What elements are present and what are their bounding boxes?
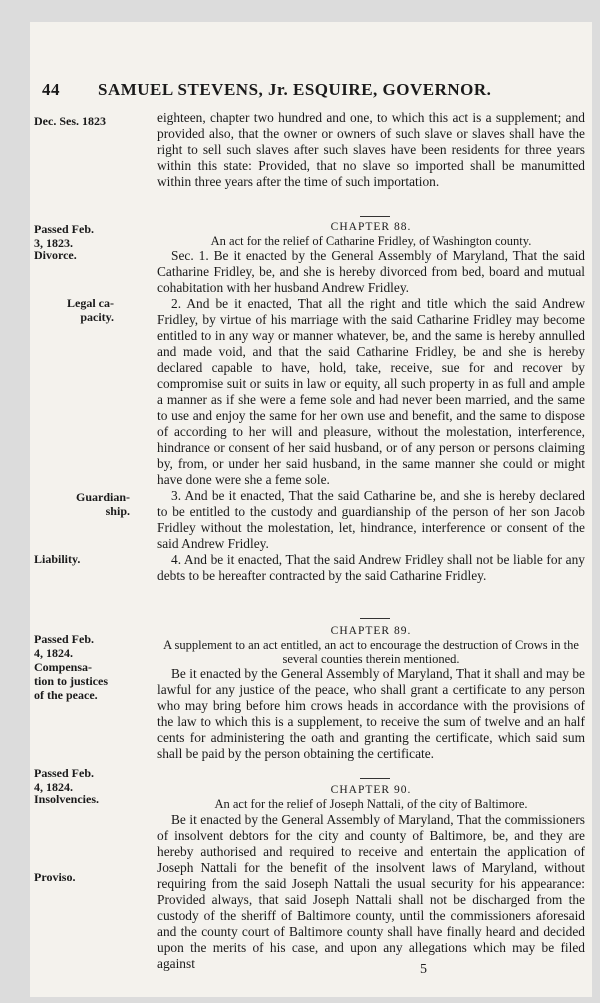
chapter-89-heading: CHAPTER 89. <box>330 625 412 637</box>
chapter-89-title: A supplement to an act entitled, an act to encourage the destruction of Crows in the several counties therein mentioned. <box>163 638 579 666</box>
margin-note-ch90-passed: Passed Feb. 4, 1824. <box>34 766 94 794</box>
margin-note-insolvencies: Insolvencies. <box>34 792 100 806</box>
chapter-88-heading: CHAPTER 88. <box>330 221 412 233</box>
chapter-90-heading: CHAPTER 90. <box>330 784 412 796</box>
margin-note-legal-capacity: Legal ca- pacity. <box>67 296 114 324</box>
section-1: Sec. 1. Be it enacted by the General Assembly of Maryland, That the said Catharine Fridley, be, and she is hereby divorced from bed, board and mutual cohabitation with her husband Andrew Fridley. <box>157 248 585 295</box>
margin-note-ch89-passed: Passed Feb. 4, 1824. <box>34 632 94 660</box>
margin-note-guardianship: Guardian- ship. <box>75 490 130 518</box>
chapter-89-body: Be it enacted by the General Assembly of Maryland, That it shall and may be lawful for any justice of the peace, who shall grant a certificate to any person who may bring before him crows heads in accordance with the provisions of the law to which this is a supplement, to receive the sum of twelve and an half cents for administering the oath and granting the certificate, which said sum shall be paid by the person obtaining the certificate. <box>157 666 585 761</box>
section-4: 4. And be it enacted, That the said Andrew Fridley shall not be liable for any debts to be hereafter contracted by the said Catharine Fridley. <box>157 552 585 583</box>
chapter-90-title: An act for the relief of Joseph Nattali, of the city of Baltimore. <box>214 797 528 811</box>
rule-divider <box>360 778 390 779</box>
running-head: SAMUEL STEVENS, Jr. ESQUIRE, GOVERNOR. <box>98 80 492 99</box>
margin-note-proviso: Proviso. <box>34 870 76 884</box>
rule-divider <box>360 618 390 619</box>
continuation-text: eighteen, chapter two hundred and one, to which this act is a supplement; and provided also, that the owner or owners of such slave or slaves shall have the right to sell such slaves after such slaves have been residents for three years within this state: Provided, that no slave so imported shall be manumitted within three years after the time of such importation. <box>157 110 585 189</box>
margin-note-liability: Liability. <box>34 552 81 566</box>
margin-note-session: Dec. Ses. 1823 <box>34 114 106 128</box>
margin-note-compensation: Compensa- tion to justices of the peace. <box>34 660 108 702</box>
signature-mark: 5 <box>420 962 427 977</box>
margin-note-divorce: Divorce. <box>34 248 77 262</box>
chapter-88-body <box>157 248 585 584</box>
section-3: 3. And be it enacted, That the said Catharine be, and she is hereby declared to be entitled to the custody and guardianship of the person of her son Jacob Fridley without the molestation, let, hindrance, interference or consent of the said Andrew Fridley. <box>157 488 585 551</box>
page-number: 44 <box>42 80 60 99</box>
book-page <box>30 22 592 997</box>
chapter-90-body: Be it enacted by the General Assembly of Maryland, That the commissioners of insolvent debtors for the city and county of Baltimore, be, and they are hereby authorised and required to receive and entertain the application of Joseph Nattali for the benefit of the insolvent laws of Maryland, without requiring from the said Joseph Nattali the usual security for his appearance: Provided always, that said Joseph Nattali shall not be discharged from the custody of the sheriff of Baltimore county, until the commissioners aforesaid and the county court of Baltimore county shall have finally heard and decided upon the merits of his case, and upon any allegations which may be filed against <box>157 812 585 971</box>
rule-divider <box>360 216 390 217</box>
margin-note-ch88-passed: Passed Feb. 3, 1823. <box>34 222 94 250</box>
chapter-88-title: An act for the relief of Catharine Fridley, of Washington county. <box>210 234 532 248</box>
section-2: 2. And be it enacted, That all the right and title which the said Andrew Fridley, by virtue of his marriage with the said Catharine Fridley may become entitled to in any way or manner whatever, be, and the same is hereby annulled and made void, and that the said Catharine Fridley, be and she is hereby declared capable to have, hold, take, receive, sue for and recover by compromise suit or suits in law or equity, all such property in as full and ample a manner as if she were a feme sole and had never been married, and the same to use and enjoy the same for her own use and benefit, and the same to dispose of according to her will and pleasure, without the molestation, interference, hindrance or consent of her said husband, or of any person or persons claiming by, from, or under her said husband, in the same manner she could or might have done were she a feme sole. <box>157 296 585 487</box>
